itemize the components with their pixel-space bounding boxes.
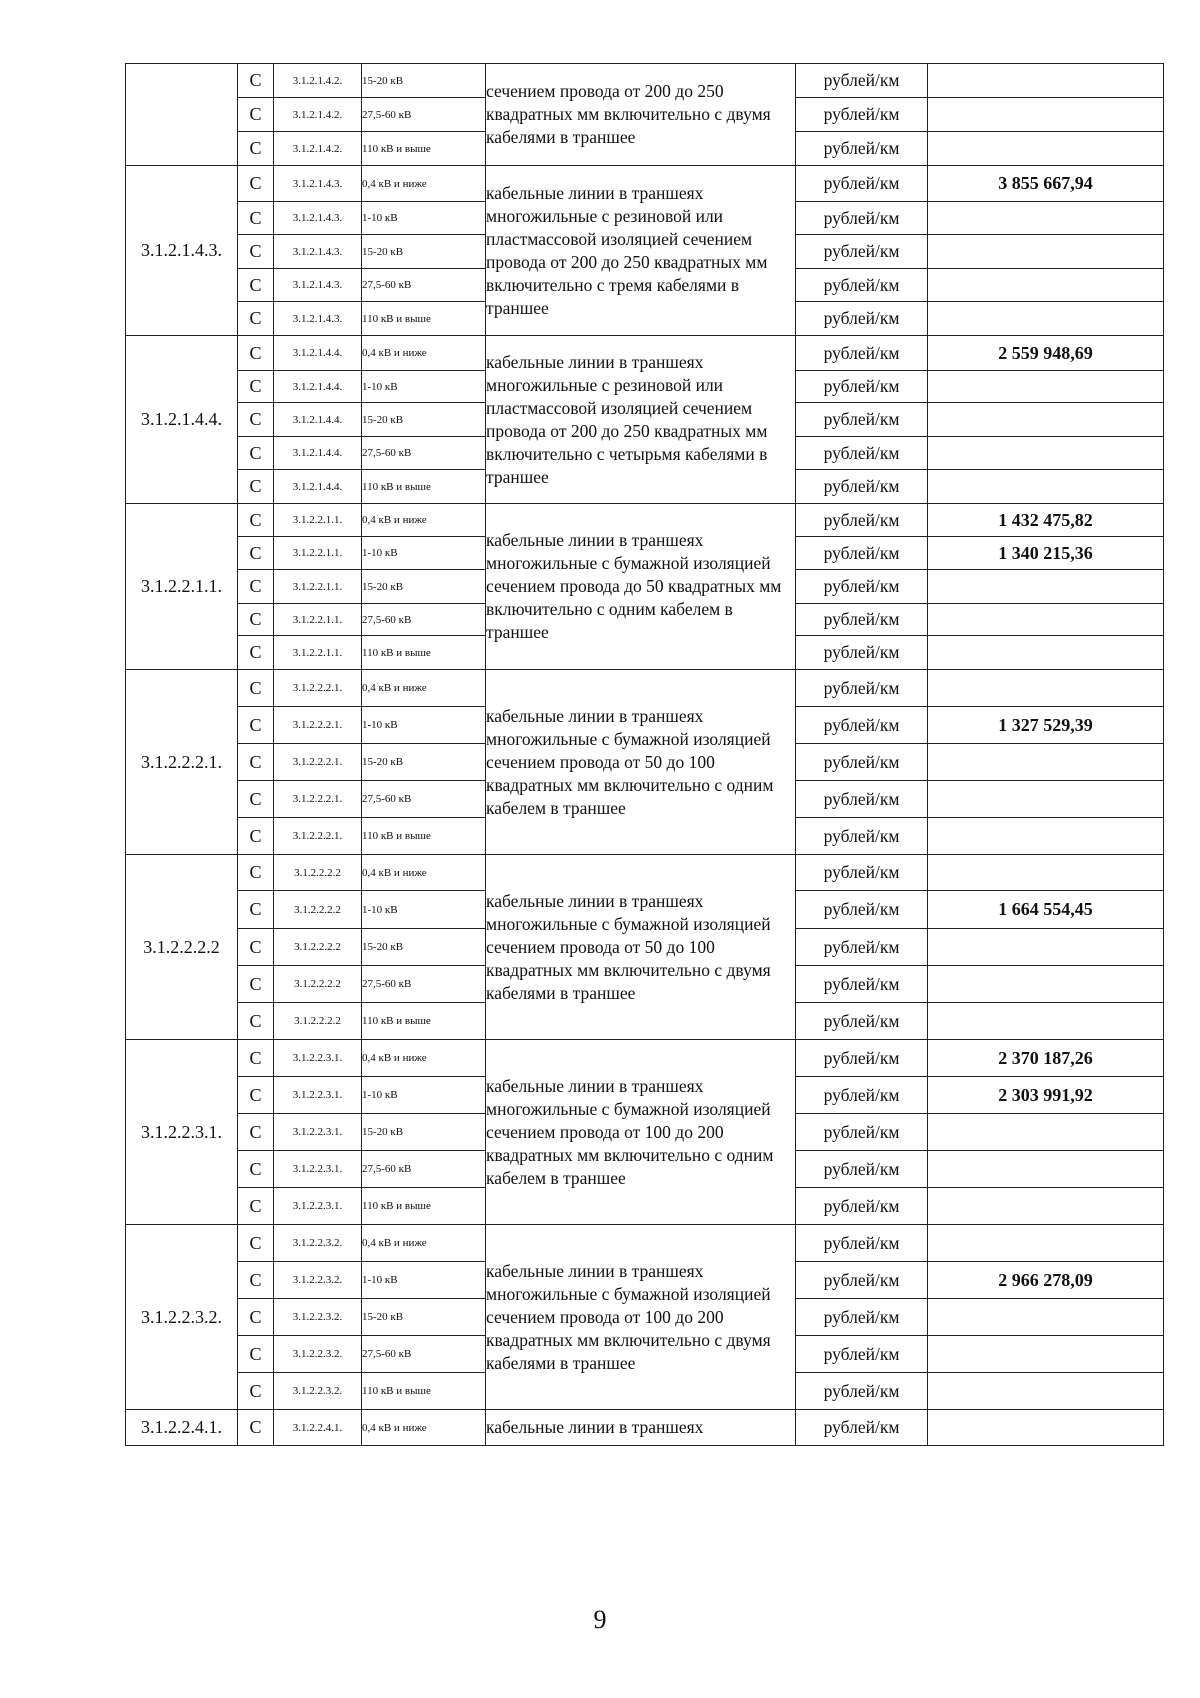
subcode-cell: 3.1.2.2.3.1. [274,1151,362,1188]
subcode-cell: 3.1.2.1.4.2. [274,98,362,132]
voltage-cell: 0,4 кВ и ниже [362,670,486,707]
subcode-cell: 3.1.2.1.4.3. [274,166,362,202]
unit-cell: рублей/км [796,570,928,604]
subcode-cell: 3.1.2.2.4.1. [274,1410,362,1446]
subcode-cell: 3.1.2.1.4.4. [274,437,362,470]
rate-value-cell: 1 327 529,39 [928,707,1164,744]
rate-value-cell: 2 559 948,69 [928,336,1164,371]
subcode-cell: 3.1.2.2.2.2 [274,855,362,891]
voltage-cell: 1-10 кВ [362,707,486,744]
unit-cell: рублей/км [796,504,928,537]
unit-cell: рублей/км [796,336,928,371]
subcode-cell: 3.1.2.2.2.1. [274,818,362,855]
rate-value-cell: 1 432 475,82 [928,504,1164,537]
table-row [126,166,1164,202]
voltage-cell: 27,5-60 кВ [362,604,486,636]
rate-value-cell [928,64,1164,98]
rate-value-cell [928,1151,1164,1188]
subcode-cell: 3.1.2.2.3.1. [274,1114,362,1151]
voltage-cell: 15-20 кВ [362,403,486,437]
subcode-cell: 3.1.2.2.3.1. [274,1188,362,1225]
category-letter-cell: С [238,744,274,781]
description-cell: кабельные линии в траншеях многожильные с бумажной изоляцией сечением провода от 50 до 100 квадратных мм включительно с двумя кабелями в траншее [486,855,796,1040]
rate-value-cell [928,1225,1164,1262]
subcode-cell: 3.1.2.2.1.1. [274,570,362,604]
group-code-cell: 3.1.2.2.3.1. [126,1040,238,1225]
category-letter-cell: С [238,570,274,604]
unit-cell: рублей/км [796,537,928,570]
voltage-cell: 1-10 кВ [362,371,486,403]
category-letter-cell: С [238,1225,274,1262]
group-code-cell: 3.1.2.2.4.1. [126,1410,238,1446]
voltage-cell: 110 кВ и выше [362,1188,486,1225]
description-cell: кабельные линии в траншеях многожильные с бумажной изоляцией сечением провода от 100 до 200 квадратных мм включительно с двумя кабелями в траншее [486,1225,796,1410]
unit-cell: рублей/км [796,269,928,302]
category-letter-cell: С [238,1077,274,1114]
unit-cell: рублей/км [796,64,928,98]
table-row [126,1225,1164,1262]
rate-value-cell [928,1114,1164,1151]
category-letter-cell: С [238,818,274,855]
voltage-cell: 0,4 кВ и ниже [362,166,486,202]
voltage-cell: 110 кВ и выше [362,818,486,855]
category-letter-cell: С [238,781,274,818]
subcode-cell: 3.1.2.2.1.1. [274,604,362,636]
tariff-table [125,63,1164,1446]
voltage-cell: 15-20 кВ [362,1114,486,1151]
unit-cell: рублей/км [796,744,928,781]
subcode-cell: 3.1.2.1.4.3. [274,202,362,235]
category-letter-cell: С [238,1151,274,1188]
subcode-cell: 3.1.2.1.4.3. [274,269,362,302]
subcode-cell: 3.1.2.2.3.2. [274,1373,362,1410]
rate-value-cell [928,929,1164,966]
category-letter-cell: С [238,1040,274,1077]
category-letter-cell: С [238,891,274,929]
category-letter-cell: С [238,1410,274,1446]
unit-cell: рублей/км [796,855,928,891]
category-letter-cell: С [238,855,274,891]
subcode-cell: 3.1.2.1.4.4. [274,403,362,437]
voltage-cell: 27,5-60 кВ [362,1151,486,1188]
subcode-cell: 3.1.2.1.4.2. [274,64,362,98]
unit-cell: рублей/км [796,818,928,855]
unit-cell: рублей/км [796,235,928,269]
unit-cell: рублей/км [796,1040,928,1077]
rate-value-cell [928,132,1164,166]
unit-cell: рублей/км [796,636,928,670]
table-row [126,504,1164,537]
unit-cell: рублей/км [796,1225,928,1262]
rate-value-cell [928,636,1164,670]
rate-value-cell: 2 966 278,09 [928,1262,1164,1299]
group-code-cell: 3.1.2.2.3.2. [126,1225,238,1410]
subcode-cell: 3.1.2.2.3.1. [274,1077,362,1114]
page-number: 9 [593,1605,607,1634]
voltage-cell: 27,5-60 кВ [362,781,486,818]
subcode-cell: 3.1.2.2.1.1. [274,504,362,537]
group-code-cell: 3.1.2.1.4.3. [126,166,238,336]
subcode-cell: 3.1.2.2.3.2. [274,1225,362,1262]
category-letter-cell: С [238,437,274,470]
unit-cell: рублей/км [796,437,928,470]
category-letter-cell: С [238,707,274,744]
category-letter-cell: С [238,403,274,437]
category-letter-cell: С [238,64,274,98]
category-letter-cell: С [238,166,274,202]
rate-value-cell [928,1188,1164,1225]
unit-cell: рублей/км [796,1410,928,1446]
unit-cell: рублей/км [796,470,928,504]
rate-value-cell [928,1299,1164,1336]
subcode-cell: 3.1.2.2.2.1. [274,781,362,818]
description-cell: кабельные линии в траншеях многожильные с резиновой или пластмассовой изоляцией сечением провода от 200 до 250 квадратных мм включительно с тремя кабелями в траншее [486,166,796,336]
subcode-cell: 3.1.2.2.3.1. [274,1040,362,1077]
description-cell: кабельные линии в траншеях [486,1410,796,1446]
group-code-cell [126,64,238,166]
subcode-cell: 3.1.2.2.1.1. [274,636,362,670]
voltage-cell: 27,5-60 кВ [362,1336,486,1373]
rate-value-cell [928,855,1164,891]
rate-value-cell: 2 370 187,26 [928,1040,1164,1077]
table-row [126,670,1164,707]
category-letter-cell: С [238,1373,274,1410]
voltage-cell: 0,4 кВ и ниже [362,336,486,371]
subcode-cell: 3.1.2.1.4.4. [274,336,362,371]
category-letter-cell: С [238,235,274,269]
rate-value-cell [928,403,1164,437]
unit-cell: рублей/км [796,670,928,707]
rate-value-cell [928,269,1164,302]
unit-cell: рублей/км [796,707,928,744]
description-cell: сечением провода от 200 до 250 квадратных мм включительно с двумя кабелями в траншее [486,64,796,166]
unit-cell: рублей/км [796,1114,928,1151]
voltage-cell: 27,5-60 кВ [362,98,486,132]
description-cell: кабельные линии в траншеях многожильные с бумажной изоляцией сечением провода от 100 до 200 квадратных мм включительно с одним кабелем в траншее [486,1040,796,1225]
voltage-cell: 1-10 кВ [362,1262,486,1299]
voltage-cell: 15-20 кВ [362,235,486,269]
voltage-cell: 15-20 кВ [362,64,486,98]
subcode-cell: 3.1.2.2.3.2. [274,1336,362,1373]
unit-cell: рублей/км [796,1077,928,1114]
unit-cell: рублей/км [796,1151,928,1188]
category-letter-cell: С [238,1262,274,1299]
voltage-cell: 1-10 кВ [362,1077,486,1114]
voltage-cell: 1-10 кВ [362,891,486,929]
unit-cell: рублей/км [796,371,928,403]
voltage-cell: 1-10 кВ [362,537,486,570]
unit-cell: рублей/км [796,132,928,166]
unit-cell: рублей/км [796,1262,928,1299]
rate-value-cell [928,818,1164,855]
group-code-cell: 3.1.2.2.2.1. [126,670,238,855]
subcode-cell: 3.1.2.2.3.2. [274,1262,362,1299]
subcode-cell: 3.1.2.2.2.1. [274,744,362,781]
voltage-cell: 15-20 кВ [362,1299,486,1336]
unit-cell: рублей/км [796,891,928,929]
voltage-cell: 110 кВ и выше [362,302,486,336]
category-letter-cell: С [238,1336,274,1373]
voltage-cell: 15-20 кВ [362,570,486,604]
voltage-cell: 15-20 кВ [362,929,486,966]
table-row [126,1410,1164,1446]
category-letter-cell: С [238,504,274,537]
category-letter-cell: С [238,1188,274,1225]
rate-value-cell [928,744,1164,781]
category-letter-cell: С [238,202,274,235]
category-letter-cell: С [238,470,274,504]
category-letter-cell: С [238,1114,274,1151]
voltage-cell: 0,4 кВ и ниже [362,1225,486,1262]
voltage-cell: 110 кВ и выше [362,132,486,166]
unit-cell: рублей/км [796,403,928,437]
unit-cell: рублей/км [796,1299,928,1336]
unit-cell: рублей/км [796,604,928,636]
category-letter-cell: С [238,537,274,570]
description-cell: кабельные линии в траншеях многожильные с бумажной изоляцией сечением провода до 50 квадратных мм включительно с одним кабелем в траншее [486,504,796,670]
rate-value-cell [928,202,1164,235]
rate-value-cell [928,437,1164,470]
category-letter-cell: С [238,336,274,371]
rate-value-cell: 1 340 215,36 [928,537,1164,570]
subcode-cell: 3.1.2.1.4.3. [274,302,362,336]
subcode-cell: 3.1.2.2.3.2. [274,1299,362,1336]
subcode-cell: 3.1.2.2.2.2 [274,891,362,929]
category-letter-cell: С [238,302,274,336]
subcode-cell: 3.1.2.2.2.2 [274,966,362,1003]
voltage-cell: 0,4 кВ и ниже [362,855,486,891]
subcode-cell: 3.1.2.1.4.4. [274,470,362,504]
rate-value-cell [928,235,1164,269]
rate-value-cell [928,670,1164,707]
subcode-cell: 3.1.2.2.2.1. [274,670,362,707]
table-row [126,64,1164,98]
group-code-cell: 3.1.2.1.4.4. [126,336,238,504]
unit-cell: рублей/км [796,966,928,1003]
voltage-cell: 15-20 кВ [362,744,486,781]
description-cell: кабельные линии в траншеях многожильные с резиновой или пластмассовой изоляцией сечением провода от 200 до 250 квадратных мм включительно с четырьмя кабелями в траншее [486,336,796,504]
category-letter-cell: С [238,670,274,707]
unit-cell: рублей/км [796,98,928,132]
category-letter-cell: С [238,1003,274,1040]
category-letter-cell: С [238,269,274,302]
rate-value-cell [928,302,1164,336]
voltage-cell: 0,4 кВ и ниже [362,1040,486,1077]
voltage-cell: 0,4 кВ и ниже [362,504,486,537]
rate-value-cell [928,1336,1164,1373]
subcode-cell: 3.1.2.2.2.2 [274,929,362,966]
rate-value-cell: 2 303 991,92 [928,1077,1164,1114]
rate-value-cell [928,470,1164,504]
category-letter-cell: С [238,132,274,166]
category-letter-cell: С [238,929,274,966]
voltage-cell: 27,5-60 кВ [362,269,486,302]
subcode-cell: 3.1.2.2.2.1. [274,707,362,744]
unit-cell: рублей/км [796,302,928,336]
subcode-cell: 3.1.2.1.4.2. [274,132,362,166]
voltage-cell: 110 кВ и выше [362,470,486,504]
unit-cell: рублей/км [796,166,928,202]
voltage-cell: 1-10 кВ [362,202,486,235]
rate-value-cell: 3 855 667,94 [928,166,1164,202]
voltage-cell: 110 кВ и выше [362,636,486,670]
voltage-cell: 110 кВ и выше [362,1003,486,1040]
category-letter-cell: С [238,604,274,636]
table-row [126,336,1164,371]
table-row [126,855,1164,891]
unit-cell: рублей/км [796,1188,928,1225]
group-code-cell: 3.1.2.2.2.2 [126,855,238,1040]
group-code-cell: 3.1.2.2.1.1. [126,504,238,670]
subcode-cell: 3.1.2.1.4.4. [274,371,362,403]
rate-value-cell [928,604,1164,636]
table-row [126,1040,1164,1077]
category-letter-cell: С [238,1299,274,1336]
rate-value-cell [928,781,1164,818]
unit-cell: рублей/км [796,1003,928,1040]
rate-value-cell [928,1003,1164,1040]
subcode-cell: 3.1.2.2.1.1. [274,537,362,570]
category-letter-cell: С [238,966,274,1003]
subcode-cell: 3.1.2.1.4.3. [274,235,362,269]
voltage-cell: 110 кВ и выше [362,1373,486,1410]
category-letter-cell: С [238,98,274,132]
unit-cell: рублей/км [796,1373,928,1410]
voltage-cell: 0,4 кВ и ниже [362,1410,486,1446]
unit-cell: рублей/км [796,1336,928,1373]
subcode-cell: 3.1.2.2.2.2 [274,1003,362,1040]
category-letter-cell: С [238,636,274,670]
voltage-cell: 27,5-60 кВ [362,966,486,1003]
rate-value-cell [928,371,1164,403]
rate-value-cell [928,98,1164,132]
rate-value-cell [928,966,1164,1003]
unit-cell: рублей/км [796,929,928,966]
description-cell: кабельные линии в траншеях многожильные с бумажной изоляцией сечением провода от 50 до 100 квадратных мм включительно с одним кабелем в траншее [486,670,796,855]
rate-value-cell [928,570,1164,604]
rate-value-cell: 1 664 554,45 [928,891,1164,929]
voltage-cell: 27,5-60 кВ [362,437,486,470]
unit-cell: рублей/км [796,202,928,235]
rate-value-cell [928,1410,1164,1446]
rate-value-cell [928,1373,1164,1410]
unit-cell: рублей/км [796,781,928,818]
category-letter-cell: С [238,371,274,403]
